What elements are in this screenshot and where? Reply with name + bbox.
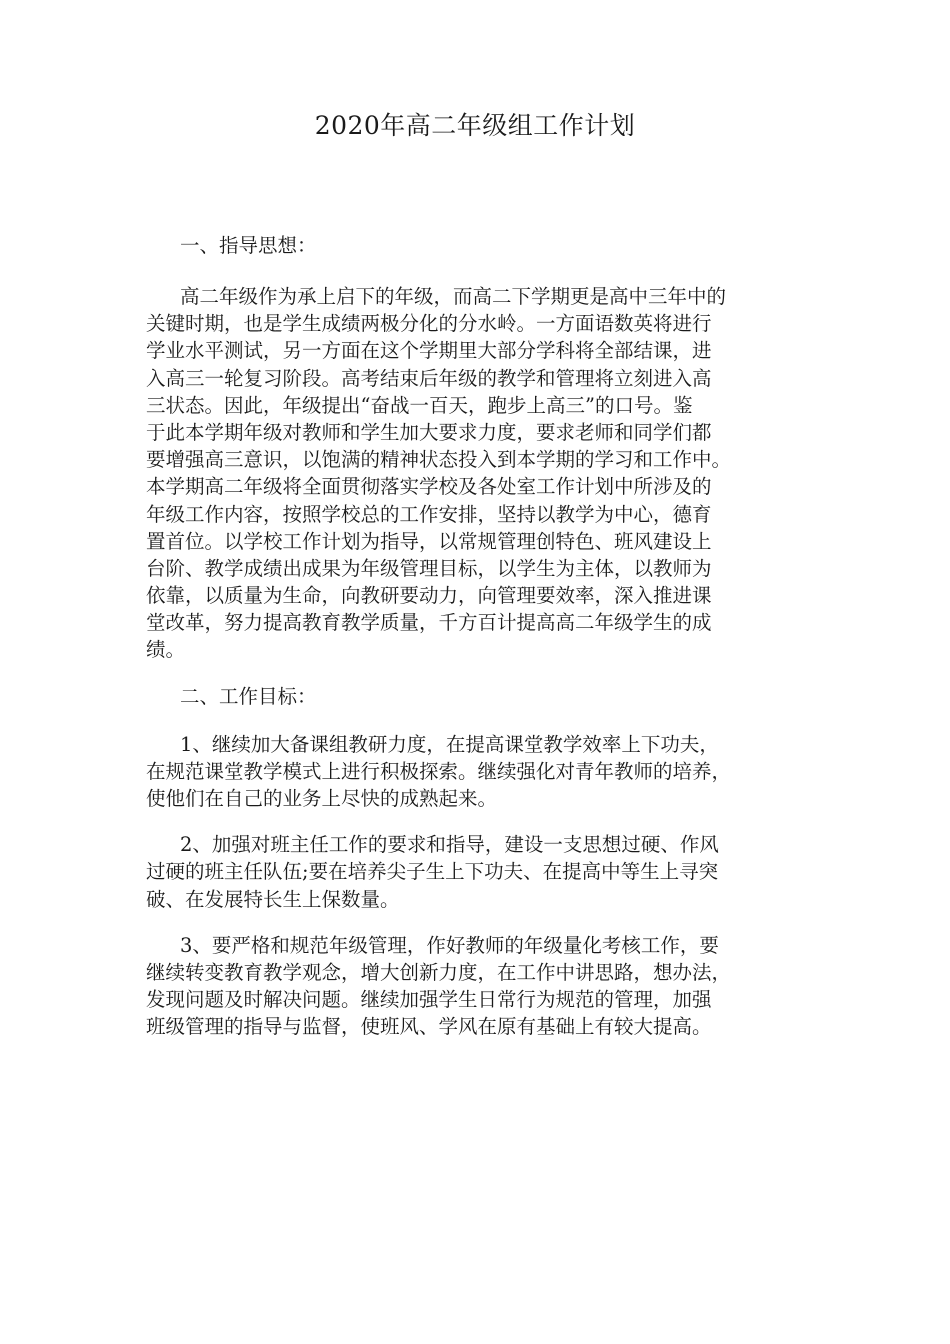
text-line: 入高三一轮复习阶段。高考结束后年级的教学和管理将立刻进入高 bbox=[146, 366, 712, 390]
section-heading-work-goals: 二、工作目标： bbox=[180, 684, 317, 708]
text-line: 台阶、教学成绩出成果为年级管理目标，以学生为主体，以教师为 bbox=[146, 556, 712, 580]
section-heading-guiding-ideology: 一、指导思想： bbox=[180, 234, 317, 257]
text-line: 1、继续加大备课组教研力度，在提高课堂教学效率上下功夫， bbox=[180, 732, 719, 756]
text-line: 关键时期，也是学生成绩两极分化的分水岭。一方面语数英将进行 bbox=[146, 312, 712, 336]
text-line: 依靠，以质量为生命，向教研要动力，向管理要效率，深入推进课 bbox=[146, 584, 712, 608]
text-line: 使他们在自己的业务上尽快的成熟起来。 bbox=[146, 787, 498, 810]
text-line: 破、在发展特长生上保数量。 bbox=[146, 887, 400, 911]
text-line: 高二年级作为承上启下的年级，而高二下学期更是高中三年中的 bbox=[180, 285, 727, 308]
paragraph-goal-2 bbox=[146, 831, 826, 913]
text-line: 继续转变教育教学观念，增大创新力度，在工作中讲思路，想办法， bbox=[146, 960, 732, 984]
paragraph-goal-3 bbox=[146, 932, 826, 1041]
text-line: 过硬的班主任队伍;要在培养尖子生上下功夫、在提高中等生上寻突 bbox=[146, 860, 719, 884]
text-line: 班级管理的指导与监督，使班风、学风在原有基础上有较大提高。 bbox=[146, 1015, 712, 1039]
text-line: 绩。 bbox=[146, 638, 186, 662]
text-line: 3、要严格和规范年级管理，作好教师的年级量化考核工作，要 bbox=[180, 933, 719, 957]
text-line: 要增强高三意识，以饱满的精神状态投入到本学期的学习和工作中。 bbox=[146, 448, 732, 472]
paragraph-guiding-ideology bbox=[146, 283, 826, 664]
text-line: 置首位。以学校工作计划为指导，以常规管理创特色、班风建设上 bbox=[146, 529, 712, 553]
text-line: 堂改革，努力提高教育教学质量，千方百计提高高二年级学生的成 bbox=[146, 611, 712, 635]
text-line: 年级工作内容，按照学校总的工作安排，坚持以教学为中心，德育 bbox=[146, 502, 712, 526]
text-line: 2、加强对班主任工作的要求和指导，建设一支思想过硬、作风 bbox=[180, 833, 719, 857]
document-body bbox=[146, 232, 826, 1060]
text-line: 本学期高二年级将全面贯彻落实学校及各处室工作计划中所涉及的 bbox=[146, 475, 712, 499]
text-line: 于此本学期年级对教师和学生加大要求力度，要求老师和同学们都 bbox=[146, 420, 712, 444]
document-title: 2020年高二年级组工作计划 bbox=[314, 111, 636, 140]
text-line: 在规范课堂教学模式上进行积极探索。继续强化对青年教师的培养， bbox=[146, 759, 732, 783]
text-line: 学业水平测试，另一方面在这个学期里大部分学科将全部结课，进 bbox=[146, 339, 712, 363]
text-line: 发现问题及时解决问题。继续加强学生日常行为规范的管理，加强 bbox=[146, 988, 712, 1012]
paragraph-goal-1 bbox=[146, 731, 826, 813]
text-line: 三状态。因此，年级提出“奋战一百天，跑步上高三”的口号。鉴 bbox=[146, 393, 693, 417]
